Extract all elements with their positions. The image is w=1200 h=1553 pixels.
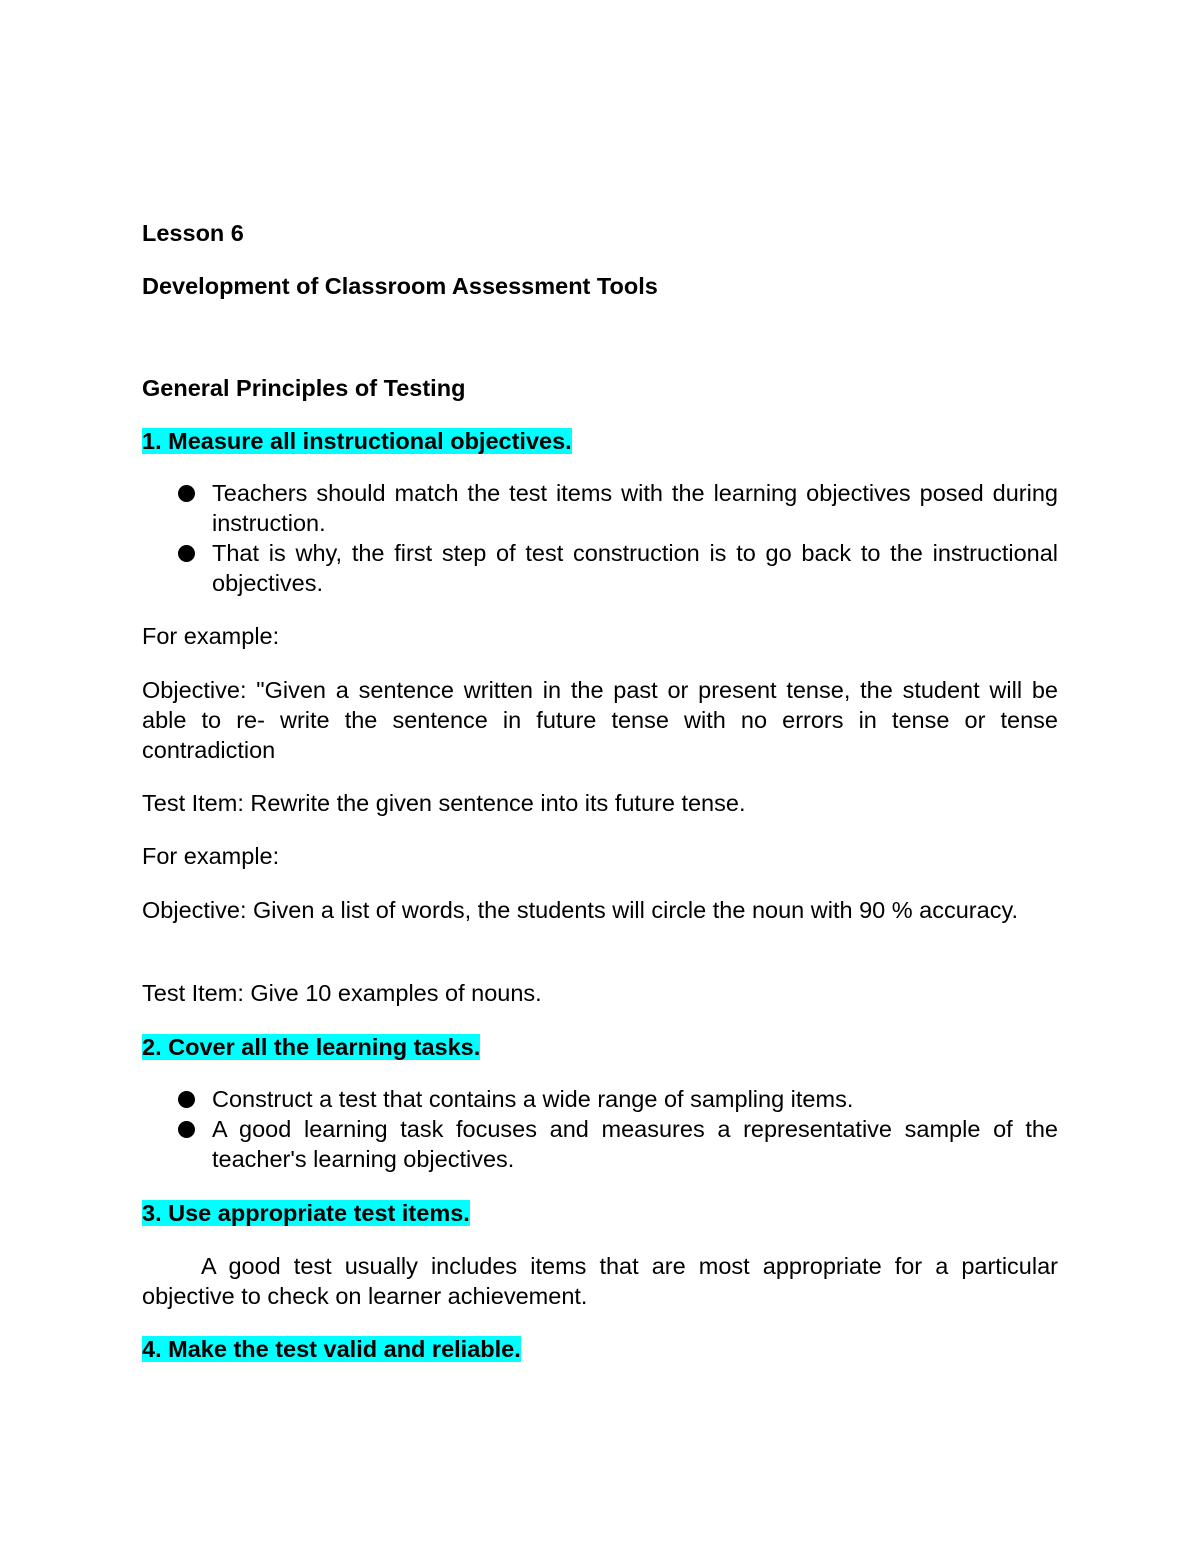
principle-3-heading-row xyxy=(142,1198,1058,1228)
principle-4-heading: 4. Make the test valid and reliable. xyxy=(142,1336,521,1362)
example-2-objective: Objective: Given a list of words, the students will circle the noun with 90 % accuracy. xyxy=(142,897,1018,923)
example-1-objective: Objective: "Given a sentence written in the past or present tense, the student will be able to re- write the sentence in future tense with no errors in tense or tense contradiction xyxy=(142,677,1058,763)
principle-4-heading-row xyxy=(142,1334,1058,1364)
principle-2-heading: 2. Cover all the learning tasks. xyxy=(142,1034,481,1060)
principle-1-heading: 1. Measure all instructional objectives. xyxy=(142,428,572,454)
bullet-icon xyxy=(178,1121,195,1138)
document-title: Development of Classroom Assessment Tools xyxy=(142,273,658,299)
list-item xyxy=(142,478,1058,538)
bullet-icon xyxy=(178,485,195,502)
section-heading: General Principles of Testing xyxy=(142,375,466,401)
bullet-icon xyxy=(178,545,195,562)
bullet-icon xyxy=(178,1091,195,1108)
example-1-test-item: Test Item: Rewrite the given sentence into its future tense. xyxy=(142,790,746,816)
bullet-text: That is why, the first step of test construction is to go back to the instructional objectives. xyxy=(212,540,1058,596)
lesson-label: Lesson 6 xyxy=(142,220,244,246)
principle-1-bullet-list xyxy=(142,478,1058,598)
list-item xyxy=(142,1084,1058,1114)
principle-3-paragraph: A good test usually includes items that are most appropriate for a particular objective to check on learner achievement. xyxy=(142,1253,1058,1309)
principle-2-bullet-list xyxy=(142,1084,1058,1174)
bullet-text: A good learning task focuses and measures a representative sample of the teacher's learning objectives. xyxy=(212,1116,1058,1172)
example-2-label: For example: xyxy=(142,843,280,869)
bullet-text: Teachers should match the test items with the learning objectives posed during instruction. xyxy=(212,480,1058,536)
example-2-test-item: Test Item: Give 10 examples of nouns. xyxy=(142,980,542,1006)
principle-2-heading-row xyxy=(142,1032,1058,1062)
list-item xyxy=(142,538,1058,598)
principle-3-heading: 3. Use appropriate test items. xyxy=(142,1200,470,1226)
principle-1-heading-row xyxy=(142,426,1058,456)
bullet-text: Construct a test that contains a wide range of sampling items. xyxy=(212,1086,854,1112)
example-1-label: For example: xyxy=(142,623,280,649)
list-item xyxy=(142,1114,1058,1174)
